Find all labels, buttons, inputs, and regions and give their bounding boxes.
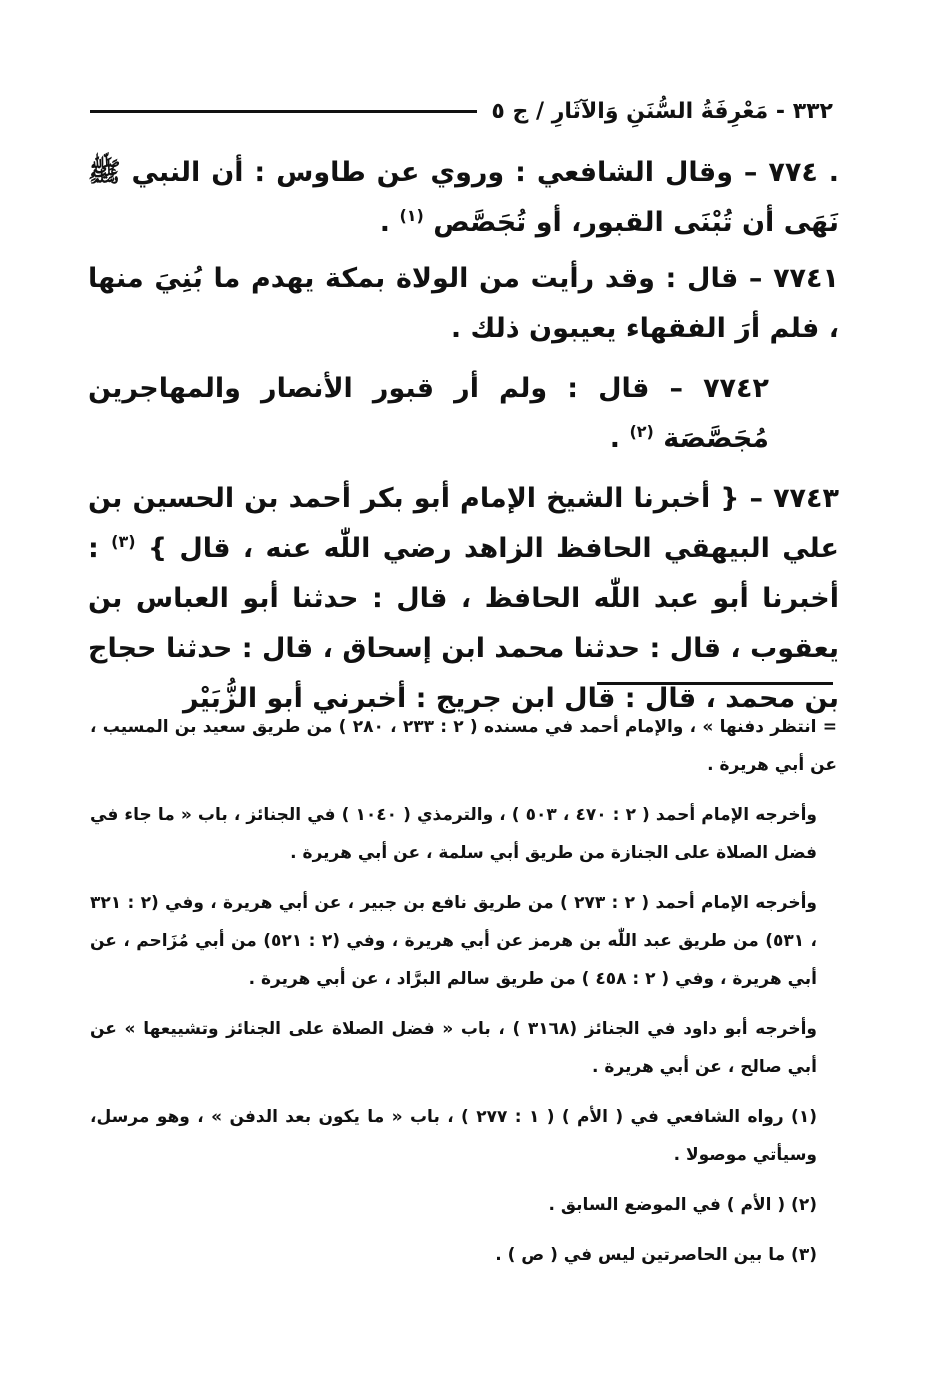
footnote-continuation: = انتظر دفنها » ، والإمام أحمد في مسنده ( ٢ : ٢٣٣ ، ٢٨٠ ) من طريق سعيد بن المسيب ، عن أبي هريرة . xyxy=(90,717,838,775)
header-rule xyxy=(90,110,477,113)
footnote-ref-3: (٣) xyxy=(111,532,136,551)
paragraph-7742 xyxy=(88,364,839,464)
page-header xyxy=(90,94,833,128)
paragraph-7741: ٧٧٤١ – قال : وقد رأيت من الولاة بمكة يهدم ما بُنِيَ منها ، فلم أرَ الفقهاء يعيبون ذلك . xyxy=(88,263,839,344)
end-mark: . xyxy=(379,207,391,238)
running-title: ٣٣٢ - مَعْرِفَةُ السُّنَنِ وَالآثَارِ / ج ٥ xyxy=(491,98,833,124)
paragraph-text: . ٧٧٤ – وقال الشافعي : وروي عن طاوس : أن النبي ﷺ نَهَى أن تُبْنَى القبور، أو تُجَصَّص xyxy=(88,157,839,238)
footnote-paragraph: وأخرجه الإمام أحمد ( ٢ : ٢٧٣ ) من طريق نافع بن جبير ، عن أبي هريرة ، وفي (٢ : ٣٢١ ، ٥٣١) من طريق عبد اللّٰه بن هرمز عن أبي هريرة ، وفي (٢ : ٥٢١) من أبي مُزَاحم ، عن أبي هريرة ، وفي ( ٢ : ٤٥٨ ) من طريق سالم البرَّاد ، عن أبي هريرة . xyxy=(90,893,817,989)
footnotes xyxy=(90,708,837,1286)
footnote-1: (١) رواه الشافعي في ( الأم ) ( ١ : ٢٧٧ ) ، باب « ما يكون بعد الدفن » ، وهو مرسل، وسيأتي موصولا . xyxy=(90,1107,817,1165)
footnote-separator xyxy=(597,682,833,685)
footnote-ref-1: (١) xyxy=(399,206,424,225)
paragraph-text: ٧٧٤٣ – { أخبرنا الشيخ الإمام أبو بكر أحمد بن الحسين بن علي البيهقي الحافظ الزاهد رضي اللّٰه عنه ، قال } xyxy=(88,483,839,564)
paragraph-7740 xyxy=(88,148,839,248)
end-mark: . xyxy=(609,423,621,454)
footnote-paragraph: وأخرجه أبو داود في الجنائز (٣١٦٨ ) ، باب « فضل الصلاة على الجنائز وتشييعها » عن أبي صالح ، عن أبي هريرة . xyxy=(90,1019,817,1077)
main-text xyxy=(88,148,839,734)
footnote-2: (٢) ( الأم ) في الموضع السابق . xyxy=(548,1195,817,1215)
paragraph-text-continued: : أخبرنا أبو عبد اللّٰه الحافظ ، قال : حدثنا أبو العباس بن يعقوب ، قال : حدثنا محمد ابن إسحاق ، قال : حدثنا حجاج بن محمد ، قال : قال ابن جريج : أخبرني أبو الزُّبَيْر xyxy=(88,533,839,714)
footnote-paragraph: وأخرجه الإمام أحمد ( ٢ : ٤٧٠ ، ٥٠٣ ) ، والترمذي ( ١٠٤٠ ) في الجنائز ، باب « ما جاء في فضل الصلاة على الجنازة من طريق أبي سلمة ، عن أبي هريرة . xyxy=(90,805,818,863)
footnote-3: (٣) ما بين الحاصرتين ليس في ( ص ) . xyxy=(495,1245,817,1265)
footnote-ref-2: (٢) xyxy=(629,422,654,441)
paragraph-text: ٧٧٤٢ – قال : ولم أر قبور الأنصار والمهاجرين مُجَصَّصَة xyxy=(88,373,769,454)
paragraph-7743 xyxy=(88,474,839,724)
